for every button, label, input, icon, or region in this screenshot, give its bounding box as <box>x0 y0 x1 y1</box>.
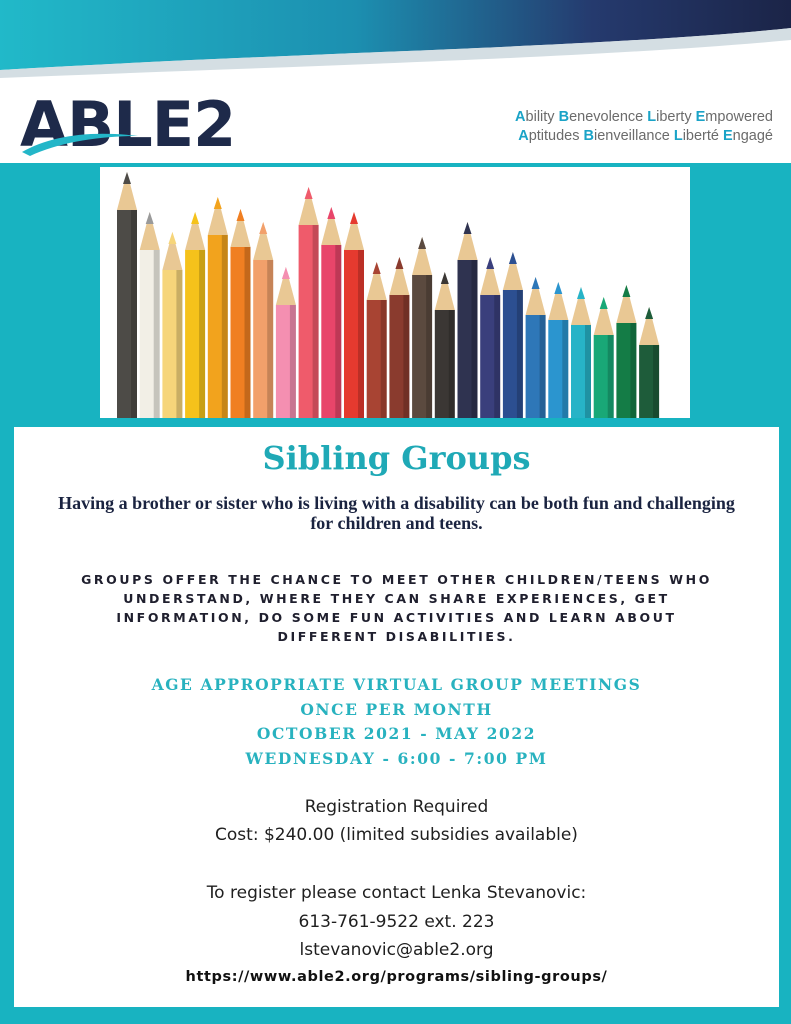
pencil <box>321 207 341 418</box>
pencil <box>162 232 182 418</box>
pencil <box>140 212 160 418</box>
tagline-en <box>515 108 773 127</box>
pencil <box>616 285 636 418</box>
contact-email[interactable]: lstevanovic@able2.org <box>299 940 494 960</box>
tagline-word: enevolence <box>569 109 648 125</box>
pencil <box>548 282 568 418</box>
tagline-letter: B <box>558 109 570 125</box>
pencil <box>480 257 500 418</box>
tagline-word: iberté <box>682 128 723 144</box>
meeting-details <box>14 673 779 771</box>
pencil <box>526 277 546 418</box>
pencil <box>503 252 523 418</box>
registration-info <box>14 793 779 849</box>
pencil <box>458 222 478 418</box>
tagline-letter: E <box>695 109 706 125</box>
page-title: Sibling Groups <box>262 439 531 477</box>
meeting-frequency: ONCE PER MONTH <box>300 699 493 719</box>
colored-pencils-image <box>100 167 690 418</box>
contact-phone[interactable]: 613-761-9522 ext. 223 <box>298 911 495 932</box>
groups-description: GROUPS OFFER THE CHANCE TO MEET OTHER CHILDREN/TEENS WHO UNDERSTAND, WHERE THEY CAN SHARE EXPERIENCES, GET INFORMATION, DO SOME FUN ACTIVITIES AND LEARN ABOUT DIFFERENT DISABILITIES. <box>81 572 712 644</box>
pencil <box>571 287 591 418</box>
pencil <box>639 307 659 418</box>
content-panel <box>14 427 779 1007</box>
registration-required: Registration Required <box>304 797 489 817</box>
pencil <box>208 197 228 418</box>
pencil <box>367 262 387 418</box>
header <box>0 0 791 163</box>
tagline <box>515 108 773 146</box>
pencil <box>412 237 432 418</box>
pencil <box>435 272 455 418</box>
pencil <box>389 257 409 418</box>
pencil <box>276 267 296 418</box>
tagline-word: bility <box>525 109 559 125</box>
tagline-letter: L <box>673 128 683 144</box>
tagline-letter: B <box>583 128 595 144</box>
pencil <box>117 172 137 418</box>
pencil <box>185 212 205 418</box>
meeting-format: AGE APPROPRIATE VIRTUAL GROUP MEETINGS <box>151 675 642 694</box>
pencil <box>231 209 251 418</box>
meeting-dates: OCTOBER 2021 - MAY 2022 <box>256 724 537 743</box>
tagline-word: mpowered <box>705 109 773 125</box>
pencil <box>253 222 273 418</box>
logo-swoosh-icon <box>20 122 140 158</box>
tagline-word: ienveillance <box>594 128 674 144</box>
pencil <box>594 297 614 418</box>
intro-text: Having a brother or sister who is living with a disability can be both fun and challenging for children and teens. <box>58 493 735 533</box>
tagline-letter: A <box>518 128 529 144</box>
tagline-letter: A <box>515 109 526 125</box>
contact-intro: To register please contact Lenka Stevanovic: <box>206 883 587 903</box>
header-banner <box>0 0 791 90</box>
tagline-word: ptitudes <box>528 128 584 144</box>
pencil <box>344 212 364 418</box>
able2-logo[interactable] <box>20 88 280 161</box>
tagline-letter: L <box>647 109 657 125</box>
logo-text: ABLE2 <box>20 88 236 161</box>
cost-text: Cost: $240.00 (limited subsidies available) <box>215 825 578 845</box>
tagline-word: ngagé <box>732 128 773 144</box>
pencil <box>299 187 319 418</box>
meeting-time: WEDNESDAY - 6:00 - 7:00 PM <box>245 748 548 768</box>
tagline-letter: E <box>723 128 733 144</box>
program-url-link[interactable]: https://www.able2.org/programs/sibling-groups/ <box>185 969 608 985</box>
tagline-fr <box>515 127 773 146</box>
contact-info <box>14 879 779 965</box>
tagline-word: iberty <box>656 109 696 125</box>
colored-pencils-photo <box>100 167 690 418</box>
